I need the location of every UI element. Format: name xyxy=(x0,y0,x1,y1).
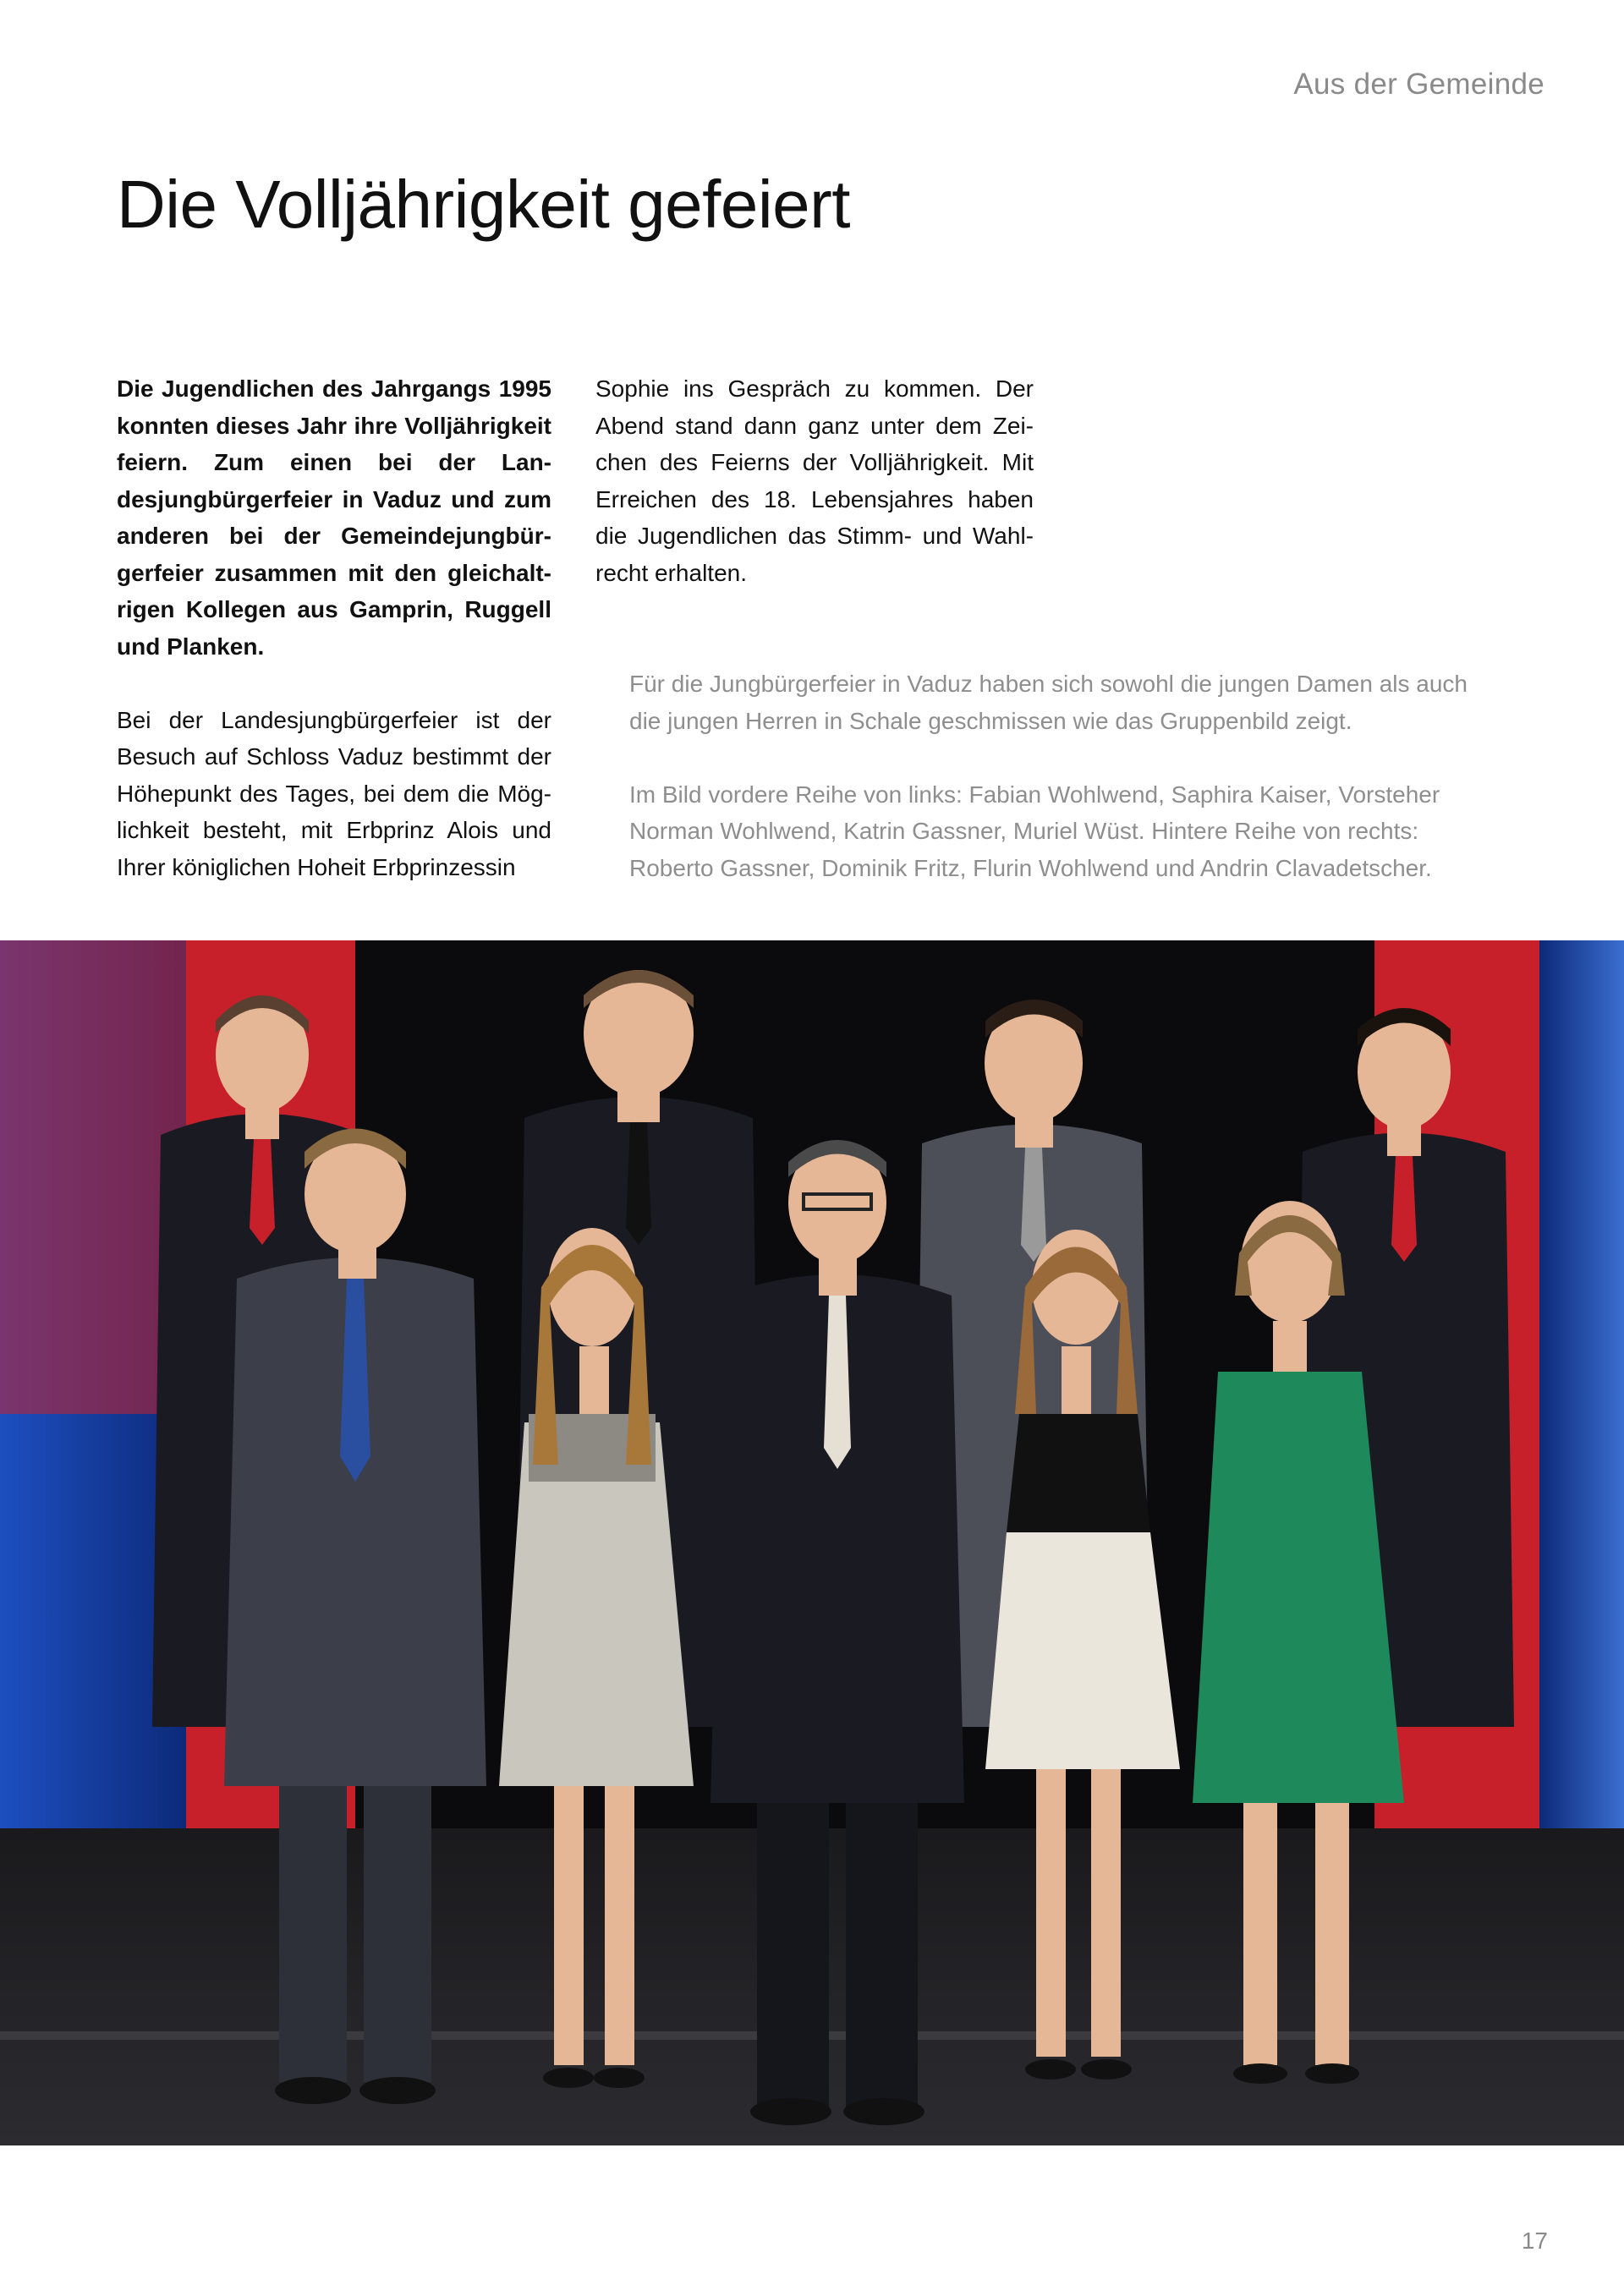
caption-description: Für die Jungbürgerfeier in Vaduz haben sich sowohl die jungen Damen als auch die jungen Herren in Schale geschmissen wie das Gruppenbild zeigt. xyxy=(629,671,1468,734)
article-lead: Die Jugendlichen des Jahrgangs 1995 konnten dieses Jahr ihre Volljährigkeit feiern. Zum einen bei der Landesjungbürgerfeier in Vaduz und zum anderen bei der Gemeindejungbürgerfeier zusammen mit den gleichaltrigen Kollegen aus Gamprin, Ruggell und Planken. xyxy=(117,375,551,660)
article-body-1: Bei der Landesjungbürgerfeier ist der Besuch auf Schloss Vaduz bestimmt der Höhepunkt des Tages, bei dem die Möglichkeit besteht, mit Erbprinz Alois und Ihrer königlichen Hoheit Erbprinzessin xyxy=(117,706,551,880)
text-column-1 xyxy=(117,370,551,885)
article-title: Die Volljährigkeit gefeiert xyxy=(117,167,850,242)
photo-caption xyxy=(629,666,1501,886)
group-photo xyxy=(0,940,1624,2145)
text-column-2 xyxy=(595,370,1034,591)
caption-names: Im Bild vordere Reihe von links: Fabian Wohlwend, Saphira Kaiser, Vorsteher Norman Wohlwend, Katrin Gassner, Muriel Wüst. Hintere Reihe von rechts: Roberto Gassner, Dominik Fritz, Flurin Wohlwend und Andrin Clavadetscher. xyxy=(629,781,1440,881)
stage-right-blue xyxy=(1539,940,1624,1828)
page-number: 17 xyxy=(1521,2228,1548,2254)
article-body-2: Sophie ins Gespräch zu kommen. Der Abend stand dann ganz unter dem Zeichen des Feierns der Volljährigkeit. Mit Erreichen des 18. Lebensjahres haben die Jugendlichen das Stimm- und Wahlrecht erhalten. xyxy=(595,375,1034,586)
section-label: Aus der Gemeinde xyxy=(1293,68,1544,101)
